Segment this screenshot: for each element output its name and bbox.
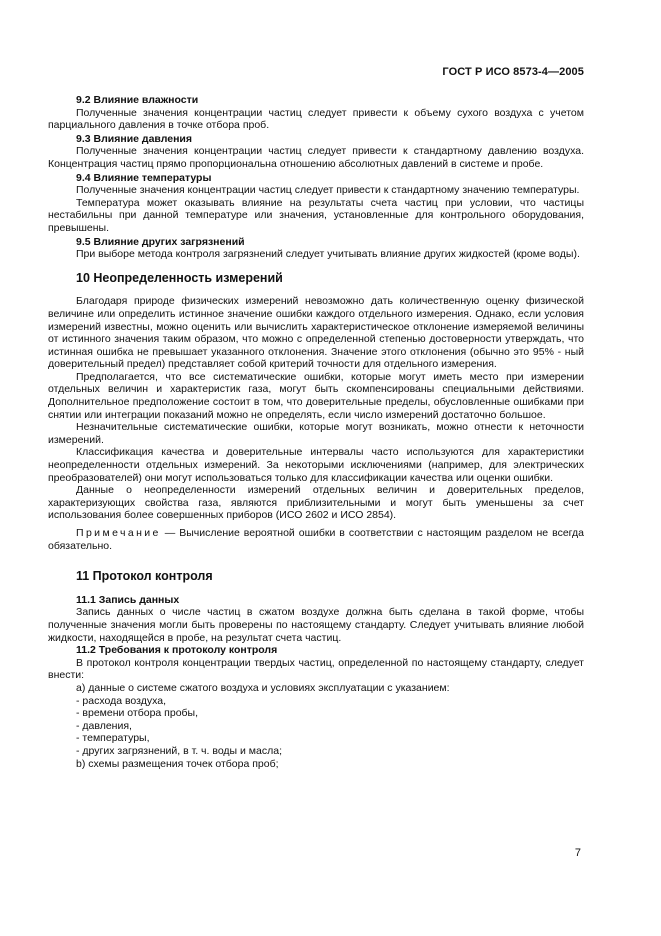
list-item: - температуры, <box>76 732 150 745</box>
section-10-para-2: Предполагается, что все систематические ошибки, которые могут иметь место при измерении отдельных величин и характеристик газа, могут быть скомпенсированы специальными действиями. Дополнительное предположение состоит в том, что доверительные пределы, обусловленные ошибками при снятии или интеграции показаний можно не определять, если число измерений достаточно большое. <box>48 370 584 421</box>
section-9-2-text: Полученные значения концентрации частиц следует привести к объему сухого воздуха с учетом парциального давления в точке отбора проб. <box>48 106 584 132</box>
page-content <box>48 94 584 770</box>
section-11-2-text: В протокол контроля концентрации твердых частиц, определенной по настоящему стандарту, следует внести: <box>48 656 584 682</box>
section-11-title: 11 Протокол контроля <box>76 569 213 584</box>
section-10-title: 10 Неопределенность измерений <box>76 270 283 285</box>
section-11-1-text: Запись данных о числе частиц в сжатом воздухе должна быть сделана в такой форме, чтобы полученные значения могли быть проверены по настоящему стандарту. Следует учитывать влияние любой жидкости, находящейся в пробе, на результат счета частиц. <box>48 606 584 644</box>
requirements-list <box>48 682 584 770</box>
section-9-4-text-2: Температура может оказывать влияние на результаты счета частиц при условии, что частицы нестабильны при данной температуре или значения, установленные для контрольного оборудования, превышены. <box>48 196 584 234</box>
list-item: - других загрязнений, в т. ч. воды и масла; <box>76 744 282 757</box>
section-11-1-title: 11.1 Запись данных <box>76 593 180 606</box>
section-9-4-title: 9.4 Влияние температуры <box>76 171 212 184</box>
section-9-4-text-1: Полученные значения концентрации частиц следует привести к стандартному значению температуры. <box>76 184 580 197</box>
list-item: - расхода воздуха, <box>76 694 166 707</box>
section-9-5-title: 9.5 Влияние других загрязнений <box>76 235 245 248</box>
section-10-para-1: Благодаря природе физических измерений невозможно дать количественную оценку физической величине или определить истинное значение ошибки каждого отдельного измерения. Однако, если условия измерений известны, можно оценить или вычислить характеристическое отклонение измеряемой величины от истинного значения таким образом, что можно с определенной степенью достоверности утверждать, что истинная ошибка не превышает указанного отклонения. Значение этого отклонения (обычно это 95% - ный доверительный предел) представляет собой критерий точности для отдельного измерения. <box>48 295 584 371</box>
list-item: b) схемы размещения точек отбора проб; <box>76 757 279 770</box>
section-10-note <box>48 527 584 552</box>
list-item: - времени отбора пробы, <box>76 707 199 720</box>
page-number: 7 <box>574 847 581 859</box>
note-text: — Вычисление вероятной ошибки в соответствии с настоящим разделом не всегда обязательно. <box>48 527 584 552</box>
list-item: а) данные о системе сжатого воздуха и условиях эксплуатации с указанием: <box>76 681 450 694</box>
section-9-3-text: Полученные значения концентрации частиц следует привести к стандартному давлению воздуха. Концентрация частиц прямо пропорциональна отношению абсолютных давлений в системе и пробе. <box>48 145 584 170</box>
section-10-para-3: Незначительные систематические ошибки, которые могут возникать, можно отнести к неточности измерений. <box>48 421 584 446</box>
section-10-para-4: Классификация качества и доверительные интервалы часто используются для характеристики неопределенности отдельных измерений. За некоторыми исключениями (например, для электрических преобразователей) они могут использоваться только для классификации качества или оценки ошибки. <box>48 446 584 484</box>
section-11-2-title: 11.2 Требования к протоколу контроля <box>76 644 278 657</box>
section-10-para-5: Данные о неопределенности измерений отдельных величин и доверительных пределов, характеризующих свойства газа, являются приблизительными и могут быть уменьшены за счет использования более совершенных приборов (ИСО 2602 и ИСО 2854). <box>48 484 584 522</box>
section-9-2-title: 9.2 Влияние влажности <box>76 94 199 106</box>
note-label: Примечание <box>76 527 161 539</box>
list-item: - давления, <box>76 719 132 732</box>
section-9-5-text: При выборе метода контроля загрязнений следует учитывать влияние других жидкостей (кроме воды). <box>76 248 580 261</box>
section-9-3-title: 9.3 Влияние давления <box>76 132 193 145</box>
document-code-header: ГОСТ Р ИСО 8573-4—2005 <box>442 66 584 78</box>
